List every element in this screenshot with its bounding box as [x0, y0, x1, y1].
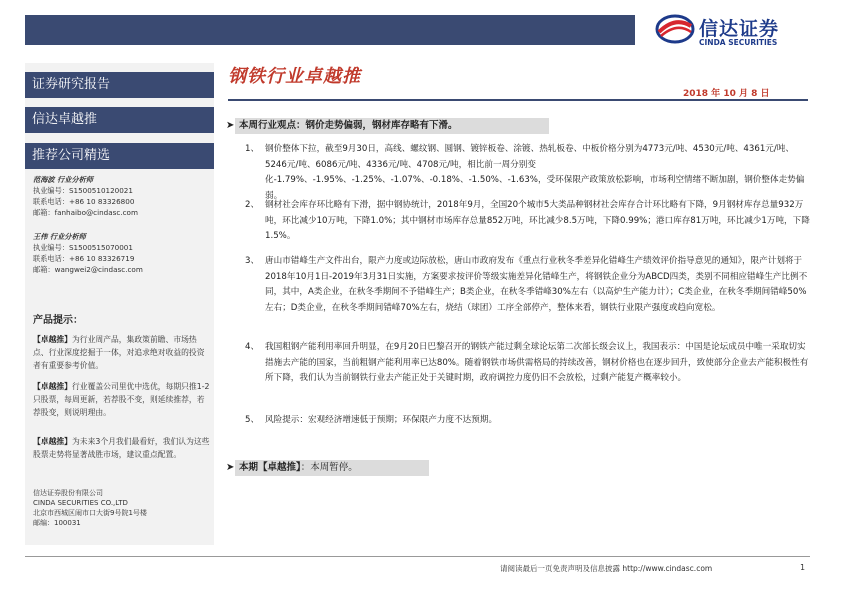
hint-text: 为未来3个月我们最看好，我们认为这些股票走势将显著战胜市场，建议重点配置。	[33, 437, 210, 459]
list-item-text: 风险提示：宏观经济增速低于预期；环保限产力度不达预期。	[265, 415, 498, 425]
list-item	[245, 340, 810, 387]
analyst-block-2	[33, 231, 213, 275]
arrow-icon: ➤	[226, 462, 235, 473]
report-date: 2018 年 10 月 8 日	[683, 89, 770, 99]
list-item-number: 2、	[245, 200, 260, 210]
list-item-text: 钢价整体下拉，截至9月30日，高线、螺纹钢、圆钢、镀锌板卷、涂镀、热轧板卷、中板价格分别为4773元/吨、4530元/吨、4361元/吨、5246元/吨、6086元/吨、4336元/吨、4708元/吨，相比前一周分别变化-1.79%、-1.95%、-1.25%、-1.07%、-0.18%、-1.50%、-1.63%，受环保限产政策放松影响，市场利空情绪不断加剧，钢价整体走势偏弱。	[265, 144, 805, 201]
sidebar-title-picks: 推荐公司精选	[25, 143, 214, 169]
list-item	[245, 413, 810, 429]
product-hint-title: 产品提示：	[33, 315, 83, 326]
logo-text-en: CINDA SECURITIES	[699, 38, 778, 47]
weekly-pick-label: 本期【卓越推】	[239, 462, 301, 473]
footer-disclaimer[interactable]: 请阅读最后一页免责声明及信息披露 http://www.cindasc.com	[500, 564, 713, 573]
list-item	[245, 254, 810, 316]
analyst-email[interactable]: 邮箱：fanhaibo@cindasc.com	[33, 208, 138, 217]
weekly-pick	[235, 460, 429, 476]
weekly-viewpoint: 本周行业观点：钢价走势偏弱，钢材库存略有下滑。	[235, 118, 549, 134]
company-name-cn: 信达证券股份有限公司	[33, 489, 103, 497]
list-item-number: 3、	[245, 256, 260, 266]
hint-tag: 【卓越推】	[33, 437, 72, 446]
sidebar-title-report: 证券研究报告	[25, 72, 214, 98]
hint-text: 为行业周产品，集政策前瞻、市场热点、行业深度挖掘于一体，对追求绝对收益的投资者有重要参考价值。	[33, 335, 205, 370]
footer-divider	[25, 556, 810, 557]
analyst-phone: 联系电话：+86 10 83326719	[33, 254, 135, 263]
analyst-cert: 执业编号：S1500510120021	[33, 186, 133, 195]
hint-tag: 【卓越推】	[33, 382, 72, 391]
report-title: 钢铁行业卓越推	[228, 66, 361, 87]
product-hint-1	[33, 333, 211, 372]
list-item-number: 1、	[245, 144, 260, 154]
list-item	[245, 142, 810, 204]
weekly-pick-text: ：本周暂停。	[300, 462, 358, 473]
analyst-phone: 联系电话：+86 10 83326800	[33, 197, 135, 206]
page-number: 1	[800, 563, 806, 572]
logo-text-cn: 信达证券	[699, 18, 780, 40]
hint-text: 行业覆盖公司里优中选优，每期只推1-2只股票，每周更新，若荐股不变，则延续推荐，若荐股变，则说明理由。	[33, 382, 210, 417]
cinda-logo	[655, 12, 805, 48]
analyst-name: 王伟 行业分析师	[33, 232, 86, 241]
company-info	[33, 488, 213, 528]
title-divider	[228, 99, 808, 101]
analyst-cert: 执业编号：S1500515070001	[33, 243, 133, 252]
list-item-text: 钢材社会库存环比略有下滑，据中钢协统计，2018年9月，全国20个城市5大类品种钢材社会库存合计环比略有下降，9月钢材库存总量932万吨，环比减少10万吨，下降1.0%；其中钢材市场库存总量852万吨，环比减少8.5万吨，下降0.99%；港口库存81万吨，环比减少1万吨，下降1.5%。	[265, 200, 810, 241]
list-item	[245, 198, 810, 245]
product-hint-2	[33, 380, 211, 419]
list-item-text: 唐山市错峰生产文件出台，限产力度或边际放松，唐山市政府发布《重点行业秋冬季差异化错峰生产绩效评价指导意见的通知》，限产计划将于2018年10月1日-2019年3月31日实施，方案要求按评价等级实施差异化错峰生产，将钢铁企业分为ABCD四类，类别不同相应错峰生产比例不同，其中，A类企业，在秋冬季期间不予错峰生产；B类企业，在秋冬季错峰30%左右（以高炉生产能力计）；C类企业，在秋冬季期间错峰50%左右；D类企业，在秋冬季期间错峰70%左右，烧结（球团）工序全部停产，整体来看，钢铁行业限产强度或趋向宽松。	[265, 256, 808, 313]
list-item-text: 我国粗钢产能利用率回升明显，在9月20日巴黎召开的钢铁产能过剩全球论坛第二次部长级会议上，我国表示：中国是论坛成员中唯一采取切实措施去产能的国家，当前粗钢产能利用率已达80%。随着钢铁市场供需格局的持续改善，钢材价格也在逐步回升，致使部分企业去产能积极性有所下降，我们认为当前钢铁行业去产能正处于关键时期，政府调控力度仍旧不会放松，过剩产能复产概率较小。	[265, 342, 809, 383]
header-bar	[25, 15, 635, 45]
hint-tag: 【卓越推】	[33, 335, 72, 344]
company-address: 北京市西城区闹市口大街9号院1号楼	[33, 509, 147, 517]
company-name-en: CINDA SECURITIES CO.,LTD	[33, 499, 128, 507]
arrow-icon: ➤	[226, 120, 235, 131]
list-item-number: 5、	[245, 415, 260, 425]
sidebar	[25, 63, 214, 545]
analyst-block-1	[33, 174, 213, 218]
analyst-email[interactable]: 邮箱：wangwei2@cindasc.com	[33, 265, 143, 274]
product-hint-3	[33, 435, 211, 461]
sidebar-title-series: 信达卓越推	[25, 107, 214, 133]
company-postcode: 邮编：100031	[33, 519, 81, 527]
list-item-number: 4、	[245, 342, 260, 352]
cinda-logo-icon	[655, 14, 695, 44]
analyst-name: 范海波 行业分析师	[33, 175, 94, 184]
